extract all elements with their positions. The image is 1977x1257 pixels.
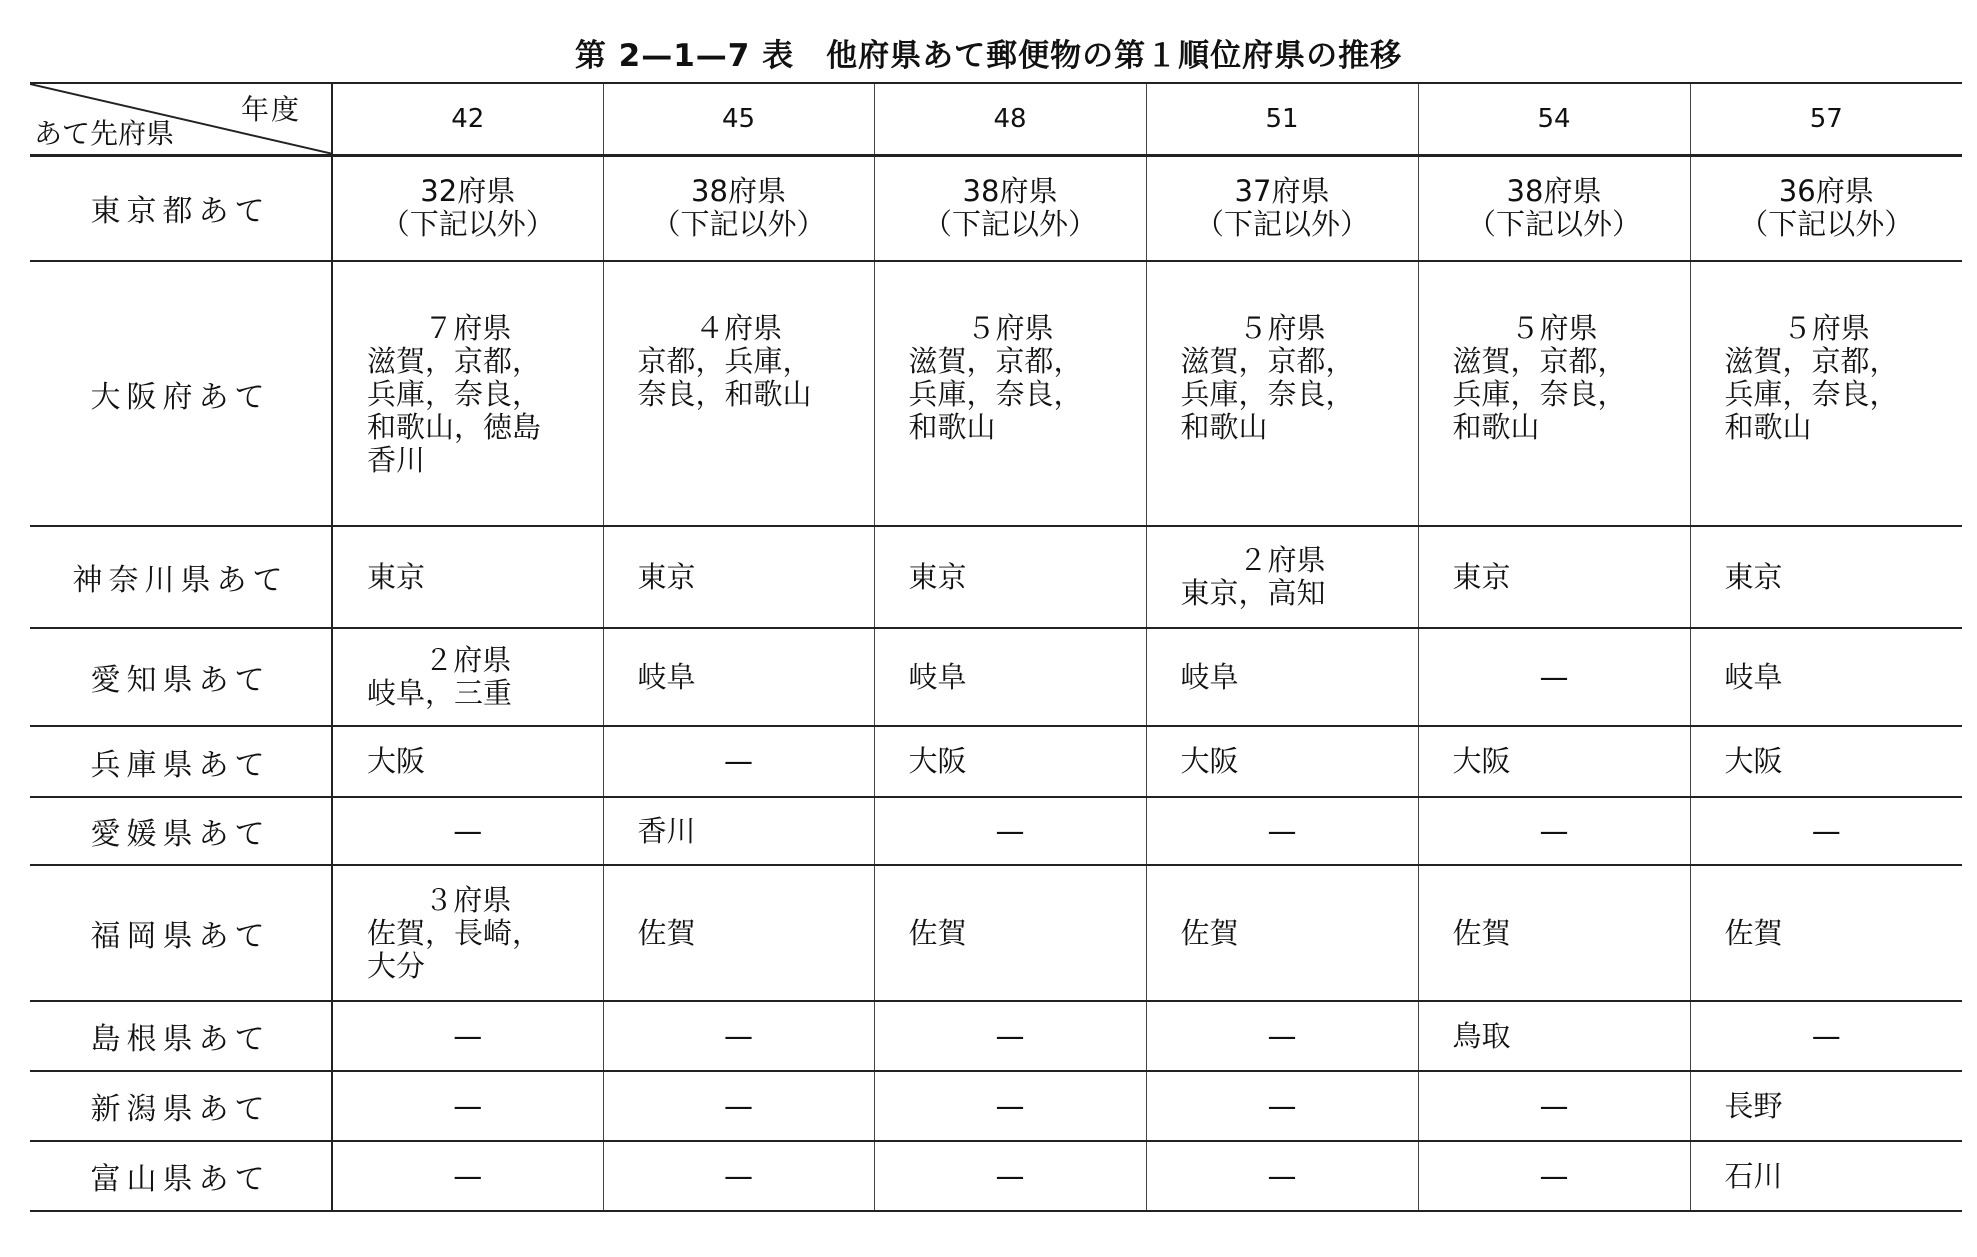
table-cell [874,865,1146,1001]
prefecture-names: 京都，兵庫， 奈良，和歌山 [637,344,812,411]
table-row [30,726,1962,797]
row-header: 兵庫県あて [30,726,332,797]
prefecture-names: — [724,744,753,778]
prefecture-names: — [453,1018,483,1053]
prefecture-names: — [1539,1158,1569,1193]
table-row [30,261,1962,526]
table-cell [1690,526,1962,628]
prefecture-names: 佐賀 [637,915,696,950]
prefecture-names: — [995,1088,1025,1123]
row-header: 愛知県あて [30,628,332,726]
prefecture-names: 佐賀 [1724,915,1783,950]
table-row [30,526,1962,628]
prefecture-names: 大阪 [908,744,967,778]
prefecture-names: 東京 [908,559,967,594]
prefecture-count: ２府県 [1238,543,1326,577]
prefecture-names: 滋賀，京都， 兵庫，奈良， 和歌山 [1180,344,1355,444]
prefecture-names: （下記以外） [380,207,555,242]
prefecture-names: 佐賀 [1180,915,1239,950]
table-cell [1690,797,1962,865]
prefecture-names: 岐阜 [908,659,967,694]
prefecture-names: （下記以外） [1466,207,1641,242]
table-cell [1690,155,1962,261]
prefecture-names: — [1811,813,1841,848]
table-cell [1690,1071,1962,1141]
table-cell [1418,628,1690,726]
row-header: 島根県あて [30,1001,332,1071]
year-header: 51 [1146,83,1418,155]
prefecture-names: （下記以外） [651,207,826,242]
table-cell [603,526,874,628]
year-header: 57 [1690,83,1962,155]
prefecture-count: ３府県 [424,882,512,917]
table-cell [1690,628,1962,726]
prefecture-names: 東京 [637,559,696,594]
table-cell [603,1141,874,1211]
prefecture-names: 佐賀 [908,915,967,950]
prefecture-names: 佐賀，長崎， 大分 [367,915,542,983]
corner-header-cell [30,83,332,155]
table-cell [1146,1001,1418,1071]
table-cell [1418,1001,1690,1071]
table-cell [1146,865,1418,1001]
table-cell [332,865,603,1001]
prefecture-names: 岐阜 [1180,659,1239,694]
table-cell [1418,261,1690,526]
table-cell [603,628,874,726]
prefecture-count: ２府県 [424,643,512,677]
table-cell [1418,1071,1690,1141]
corner-year-label: 年度 [240,93,301,126]
table-row [30,797,1962,865]
row-header: 愛媛県あて [30,797,332,865]
table-cell [332,726,603,797]
table-cell [874,628,1146,726]
table-cell [603,1071,874,1141]
prefecture-names: 大阪 [1724,744,1783,778]
year-header: 42 [332,83,603,155]
prefecture-count: ５府県 [1238,311,1326,345]
prefecture-table [30,82,1962,1212]
corner-destination-label: あて先府県 [34,116,175,150]
table-row [30,155,1962,261]
prefecture-names: （下記以外） [1739,207,1914,242]
table-cell [332,526,603,628]
table-cell [603,726,874,797]
prefecture-count: 38府県 [691,174,786,209]
table-cell [874,1071,1146,1141]
prefecture-names: 岐阜 [1724,659,1783,694]
table-cell [603,797,874,865]
table-cell [332,1071,603,1141]
prefecture-names: — [995,1018,1025,1053]
table-row [30,1001,1962,1071]
prefecture-names: 東京 [367,559,426,594]
table-cell [1690,865,1962,1001]
row-header: 大阪府あて [30,261,332,526]
prefecture-names: — [453,1158,483,1193]
row-header: 富山県あて [30,1141,332,1211]
table-cell [874,155,1146,261]
prefecture-count: 38府県 [1506,174,1602,209]
table-cell [1418,526,1690,628]
table-cell [1418,1141,1690,1211]
table-cell [1146,261,1418,526]
prefecture-names: 滋賀，京都， 兵庫，奈良， 和歌山 [1452,344,1627,444]
prefecture-count: 36府県 [1778,174,1874,209]
prefecture-count: ５府県 [1510,311,1598,345]
year-header: 54 [1418,83,1690,155]
table-cell [1146,726,1418,797]
prefecture-names: — [1539,1088,1569,1123]
table-cell [332,155,603,261]
prefecture-names: — [453,1088,483,1123]
table-cell [332,261,603,526]
prefecture-names: 東京 [1724,559,1783,594]
table-row [30,628,1962,726]
prefecture-names: （下記以外） [922,207,1097,242]
year-header: 45 [603,83,874,155]
prefecture-names: — [995,1158,1025,1193]
table-cell [603,865,874,1001]
prefecture-names: — [1539,813,1569,848]
row-header: 東京都あて [30,155,332,261]
prefecture-names: — [1267,1088,1297,1123]
prefecture-names: 長野 [1724,1088,1783,1123]
table-cell [1418,155,1690,261]
table-cell [603,1001,874,1071]
prefecture-names: 石川 [1724,1158,1783,1193]
row-header: 福岡県あて [30,865,332,1001]
table-cell [1690,261,1962,526]
header-row [30,83,1962,155]
table-row [30,1141,1962,1211]
table-cell [1690,726,1962,797]
table-cell [1146,526,1418,628]
table-cell [1418,726,1690,797]
prefecture-names: — [724,1018,753,1053]
table-title: 第 2—1—7 表 他府県あて郵便物の第１順位府県の推移 [574,38,1403,74]
table-body [30,155,1962,1211]
prefecture-names: 東京 [1452,559,1511,594]
table-row [30,865,1962,1001]
prefecture-count: ５府県 [1782,311,1870,345]
table-cell [1146,797,1418,865]
row-header: 神奈川県あて [30,526,332,628]
table-cell [874,1141,1146,1211]
table-cell [332,1001,603,1071]
row-header: 新潟県あて [30,1071,332,1141]
prefecture-names: 東京，高知 [1180,576,1326,610]
table-cell [1690,1001,1962,1071]
prefecture-names: — [724,1088,753,1123]
table-cell [332,628,603,726]
prefecture-names: — [1267,1158,1297,1193]
year-header: 48 [874,83,1146,155]
table-cell [1146,1071,1418,1141]
prefecture-names: 滋賀，京都， 兵庫，奈良， 和歌山，徳島 香川 [367,344,542,477]
table-cell [603,261,874,526]
prefecture-names: （下記以外） [1194,207,1369,242]
table-cell [874,1001,1146,1071]
table-cell [874,261,1146,526]
table-cell [603,155,874,261]
prefecture-names: 滋賀，京都， 兵庫，奈良， 和歌山 [908,344,1083,444]
table-cell [1690,1141,1962,1211]
prefecture-count: ５府県 [966,311,1054,345]
table-cell [332,1141,603,1211]
prefecture-names: 佐賀 [1452,915,1511,950]
table-row [30,1071,1962,1141]
prefecture-names: 大阪 [1180,744,1239,778]
table-cell [874,526,1146,628]
prefecture-names: — [1267,813,1297,848]
prefecture-names: 岐阜 [637,659,696,694]
prefecture-names: — [453,813,483,848]
table-cell [1146,1141,1418,1211]
prefecture-names: 岐阜，三重 [367,676,513,710]
table-cell [1418,797,1690,865]
prefecture-count: 38府県 [962,174,1058,209]
table-cell [874,726,1146,797]
prefecture-names: — [724,1158,753,1193]
prefecture-names: — [1811,1018,1841,1053]
table-cell [874,797,1146,865]
prefecture-names: 大阪 [367,744,426,778]
prefecture-names: 鳥取 [1452,1018,1511,1053]
table-cell [1418,865,1690,1001]
prefecture-count: 37府県 [1234,174,1330,209]
prefecture-names: 大阪 [1452,744,1511,778]
prefecture-names: — [1539,659,1569,694]
prefecture-count: 32府県 [420,174,516,209]
table-cell [1146,628,1418,726]
prefecture-names: 香川 [637,813,696,848]
prefecture-count: ４府県 [694,311,782,345]
prefecture-names: — [995,813,1025,848]
table-cell [1146,155,1418,261]
table-cell [332,797,603,865]
prefecture-names: 滋賀，京都， 兵庫，奈良， 和歌山 [1724,344,1899,444]
prefecture-names: — [1267,1018,1297,1053]
prefecture-count: ７府県 [424,311,512,345]
